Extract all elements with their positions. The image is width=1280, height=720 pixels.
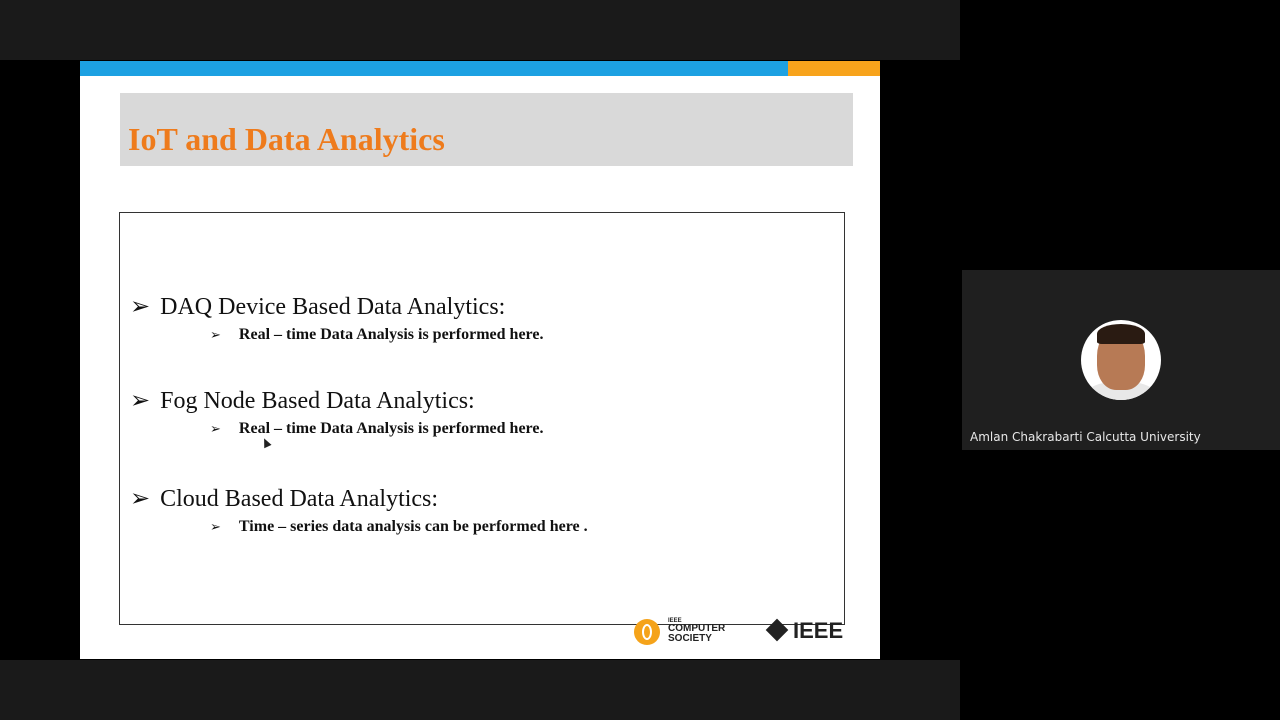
bullet-heading-text: Fog Node Based Data Analytics: xyxy=(160,388,475,414)
bullet-sub-daq xyxy=(210,327,543,343)
bullet-heading-cloud xyxy=(130,487,438,511)
slide-accent-blue xyxy=(80,61,788,76)
cs-line-1: IEEE xyxy=(668,618,682,624)
bullet-arrow-icon: ➢ xyxy=(130,486,151,512)
ieee-computer-society-logo xyxy=(634,616,744,648)
cs-line-2: COMPUTER xyxy=(668,623,726,634)
shared-slide xyxy=(80,61,880,659)
cs-line-3: SOCIETY xyxy=(668,633,712,644)
sub-bullet-arrow-icon: ➢ xyxy=(210,327,221,342)
bullet-heading-text: Cloud Based Data Analytics: xyxy=(160,486,439,512)
bullet-heading-text: DAQ Device Based Data Analytics: xyxy=(160,294,506,320)
slide-title-band xyxy=(120,93,853,166)
bullet-arrow-icon: ➢ xyxy=(130,294,151,320)
ieee-logo xyxy=(767,619,853,645)
slide-content-box xyxy=(119,212,845,625)
slide-accent-orange xyxy=(788,61,880,76)
avatar-hair xyxy=(1097,324,1145,344)
bullet-heading-fog xyxy=(130,389,475,413)
slide-title: IoT and Data Analytics xyxy=(128,121,445,157)
bullet-sub-cloud xyxy=(210,519,588,535)
bullet-sub-fog xyxy=(210,421,543,437)
bullet-heading-daq xyxy=(130,295,505,319)
bullet-sub-text: Real – time Data Analysis is performed here. xyxy=(238,326,544,343)
sub-bullet-arrow-icon: ➢ xyxy=(210,519,221,534)
bullet-sub-text: Real – time Data Analysis is performed here. xyxy=(238,420,544,437)
sub-bullet-arrow-icon: ➢ xyxy=(210,421,221,436)
top-bar xyxy=(0,0,960,60)
participant-avatar xyxy=(1081,320,1161,400)
participant-video-tile[interactable] xyxy=(962,270,1280,450)
participant-name: Amlan Chakrabarti Calcutta University xyxy=(970,430,1201,444)
computer-society-wordmark xyxy=(668,618,748,644)
ieee-diamond-icon xyxy=(766,619,789,642)
ieee-wordmark: IEEE xyxy=(793,618,844,643)
computer-society-emblem-icon xyxy=(634,619,660,645)
bottom-bar xyxy=(0,660,960,720)
bullet-sub-text: Time – series data analysis can be performed here . xyxy=(238,518,588,535)
bullet-arrow-icon: ➢ xyxy=(130,388,151,414)
